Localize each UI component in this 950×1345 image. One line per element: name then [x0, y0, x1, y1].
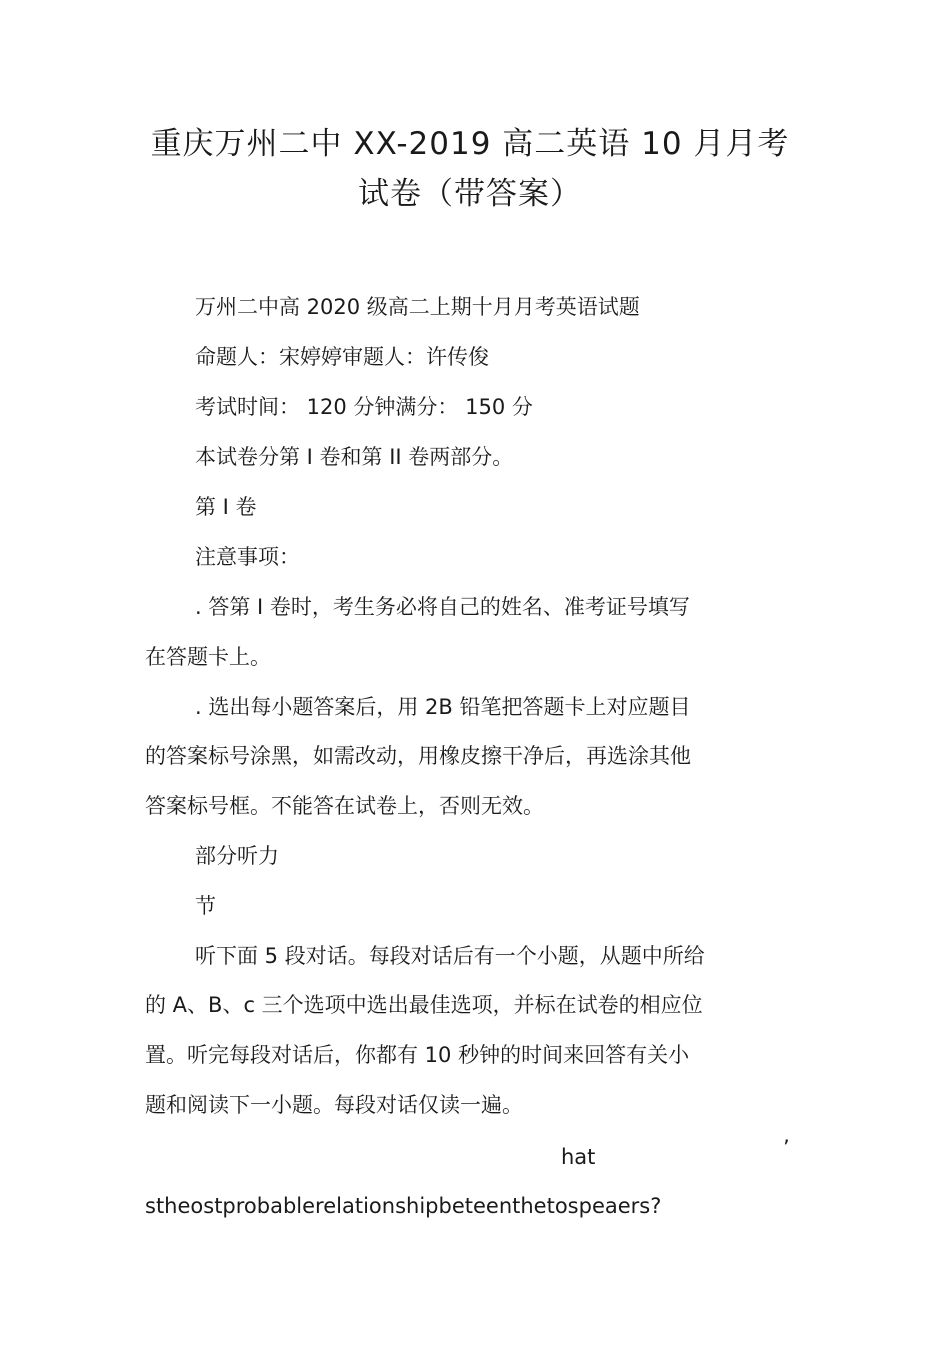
time-score-line: 考试时间： 120 分钟满分： 150 分	[195, 395, 533, 419]
document-title-line-2: 试卷（带答案）	[358, 176, 582, 212]
instructions-line-1: 听下面 5 段对话。每段对话后有一个小题，从题中所给	[195, 944, 705, 968]
notice-heading: 注意事项：	[195, 545, 300, 569]
note-2-line-2: 的答案标号涂黑，如需改动，用橡皮擦干净后，再选涂其他	[145, 744, 691, 768]
volume-heading: 第 I 卷	[195, 495, 257, 519]
subsection-heading: 节	[195, 894, 216, 918]
question-fragment: hat	[561, 1145, 596, 1169]
note-1-line-1: . 答第 I 卷时，考生务必将自己的姓名、准考证号填写	[195, 595, 690, 619]
question-apostrophe: ’	[783, 1136, 790, 1160]
instructions-line-2: 的 A、B、c 三个选项中选出最佳选项，并标在试卷的相应位	[145, 993, 703, 1017]
question-text: stheostprobablerelationshipbeteenthetospeaers?	[145, 1194, 662, 1218]
parts-line: 本试卷分第 I 卷和第 II 卷两部分。	[195, 445, 514, 469]
document-title-line-1: 重庆万州二中 XX-2019 高二英语 10 月月考	[150, 126, 790, 162]
instructions-line-4: 题和阅读下一小题。每段对话仅读一遍。	[145, 1093, 523, 1117]
authors-line: 命题人：宋婷婷审题人：许传俊	[195, 345, 489, 369]
note-2-line-1: . 选出每小题答案后，用 2B 铅笔把答题卡上对应题目	[195, 695, 691, 719]
exam-name: 万州二中高 2020 级高二上期十月月考英语试题	[195, 295, 640, 319]
note-2-line-3: 答案标号框。不能答在试卷上，否则无效。	[145, 794, 544, 818]
instructions-line-3: 置。听完每段对话后，你都有 10 秒钟的时间来回答有关小	[145, 1043, 690, 1067]
section-heading: 部分听力	[195, 844, 279, 868]
note-1-line-2: 在答题卡上。	[145, 645, 271, 669]
